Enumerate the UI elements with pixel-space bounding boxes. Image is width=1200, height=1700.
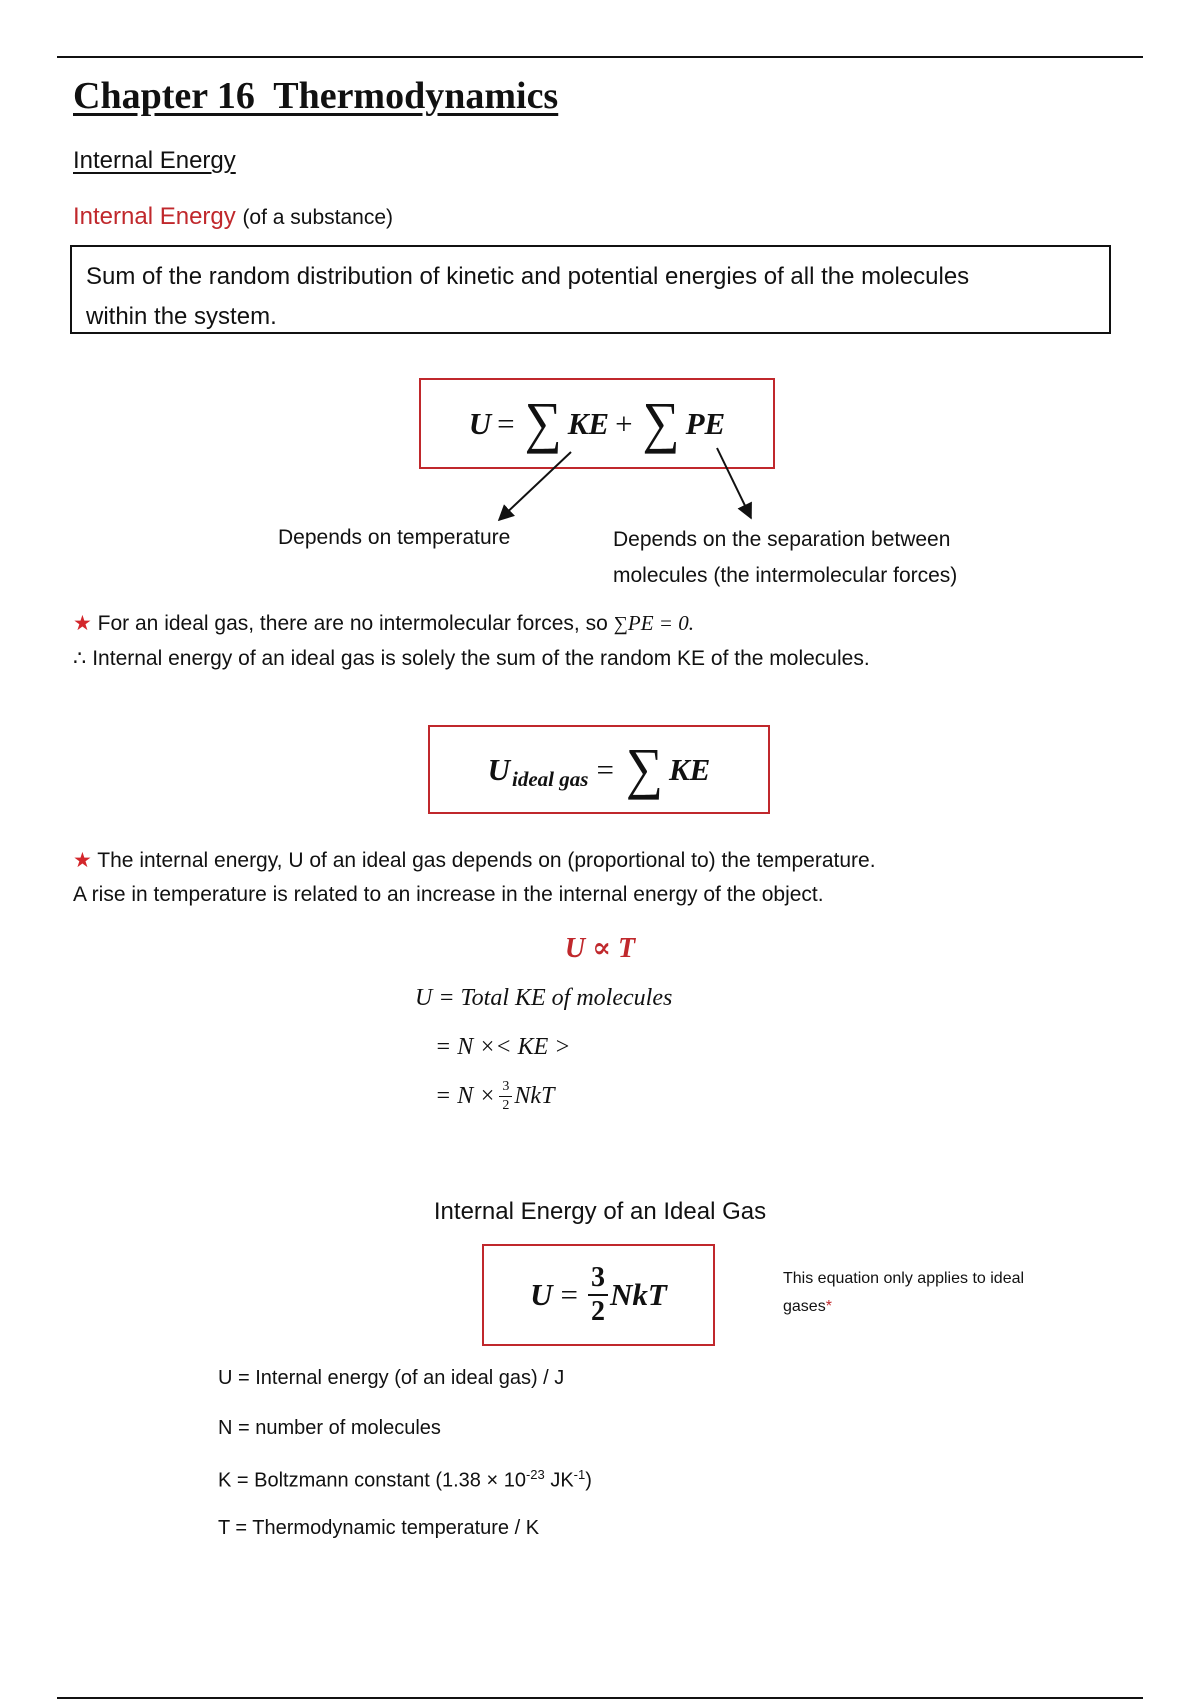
fraction-numerator: 3	[588, 1264, 608, 1296]
derivation-line1: U = Total KE of molecules	[415, 985, 673, 1011]
section-heading: Internal Energy	[73, 147, 236, 174]
definition-n: N = number of molecules	[218, 1417, 441, 1439]
ideal-gas-conclusion: Internal energy of an ideal gas is solely the sum of the random KE of the molecules.	[92, 647, 870, 670]
arrow-to-separation-note	[717, 448, 751, 518]
proportionality-statement: U ∝ T	[564, 933, 636, 964]
final-equals: =	[560, 1277, 579, 1312]
eq2-subscript: ideal gas	[512, 767, 589, 791]
eq1-equals: =	[497, 405, 515, 441]
ideal-gas-note-line2	[73, 646, 870, 671]
definition-text-line2: within the system.	[86, 303, 277, 330]
inline-sigma: ∑	[613, 613, 628, 635]
equation-final	[530, 1264, 667, 1326]
side-note-line2-text: gases	[783, 1298, 826, 1315]
sigma-symbol: ∑	[625, 737, 663, 801]
inline-pe-zero: PE = 0.	[627, 611, 694, 635]
definition-text-line1: Sum of the random distribution of kinetic and potential energies of all the molecules	[86, 263, 970, 290]
note-separation-line1: Depends on the separation between	[613, 528, 951, 551]
eq1-plus: +	[615, 405, 633, 441]
temperature-note-line1	[73, 848, 876, 873]
arrow-to-temperature-note	[499, 452, 571, 520]
therefore-symbol: ∴	[73, 647, 87, 670]
sigma-symbol: ∑	[642, 391, 680, 455]
equation-ideal-gas	[487, 737, 711, 801]
temperature-note-text: The internal energy, U of an ideal gas depends on (proportional to) the temperature.	[97, 849, 876, 872]
eq2-lhs: U	[487, 751, 511, 787]
side-note-line2	[783, 1293, 1024, 1321]
definition-qualifier: (of a substance)	[242, 206, 394, 229]
fraction-denominator: 2	[502, 1098, 510, 1113]
fraction-denominator: 2	[591, 1296, 606, 1327]
derivation-line3	[435, 1080, 554, 1113]
definition-t: T = Thermodynamic temperature / K	[218, 1517, 540, 1539]
derivation-line3-suffix: NkT	[514, 1083, 555, 1109]
fraction-three-halves	[499, 1080, 512, 1113]
side-note-star: *	[825, 1298, 832, 1315]
eq1-term-ke: KE	[567, 405, 610, 441]
eq2-equals: =	[596, 751, 614, 787]
definition-k-exp2: -1	[573, 1467, 586, 1482]
derivation-line2: = N ×< KE >	[435, 1034, 571, 1060]
note-separation-line2: molecules (the intermolecular forces)	[613, 564, 958, 587]
final-heading: Internal Energy of an Ideal Gas	[433, 1198, 767, 1225]
note-depends-separation	[613, 522, 957, 594]
side-note-line1: This equation only applies to ideal	[783, 1270, 1025, 1287]
eq1-lhs: U	[468, 405, 492, 441]
ideal-gas-note-text: For an ideal gas, there are no intermolecular forces, so	[97, 612, 608, 635]
ideal-gas-note-line1	[73, 611, 694, 636]
equation-box-ideal-gas	[428, 725, 770, 814]
definition-term: Internal Energy	[73, 203, 236, 230]
definition-k-exp1: -23	[525, 1467, 545, 1482]
definition-k	[218, 1467, 592, 1493]
derivation-line3-prefix: = N ×	[435, 1083, 496, 1109]
final-lhs: U	[530, 1277, 553, 1312]
definition-k-suffix: )	[585, 1469, 592, 1492]
equation-box-final	[482, 1244, 715, 1346]
definition-k-mid: JK	[544, 1469, 574, 1492]
chapter-title: Chapter 16 Thermodynamics	[73, 75, 559, 117]
star-icon: ★	[73, 849, 92, 872]
definition-u: U = Internal energy (of an ideal gas) / J	[218, 1367, 565, 1389]
fraction-three-halves-final	[588, 1264, 608, 1326]
star-icon: ★	[73, 612, 92, 635]
eq2-term-ke: KE	[669, 751, 711, 787]
side-note	[783, 1265, 1024, 1321]
temperature-note-line2: A rise in temperature is related to an increase in the internal energy of the object.	[73, 883, 824, 906]
sigma-symbol: ∑	[524, 391, 562, 455]
eq1-term-pe: PE	[685, 405, 726, 441]
note-depends-temperature: Depends on temperature	[278, 526, 511, 549]
final-rhs: NkT	[610, 1277, 667, 1312]
definition-k-prefix: K = Boltzmann constant (1.38 × 10	[218, 1469, 526, 1492]
fraction-numerator: 3	[499, 1080, 512, 1097]
